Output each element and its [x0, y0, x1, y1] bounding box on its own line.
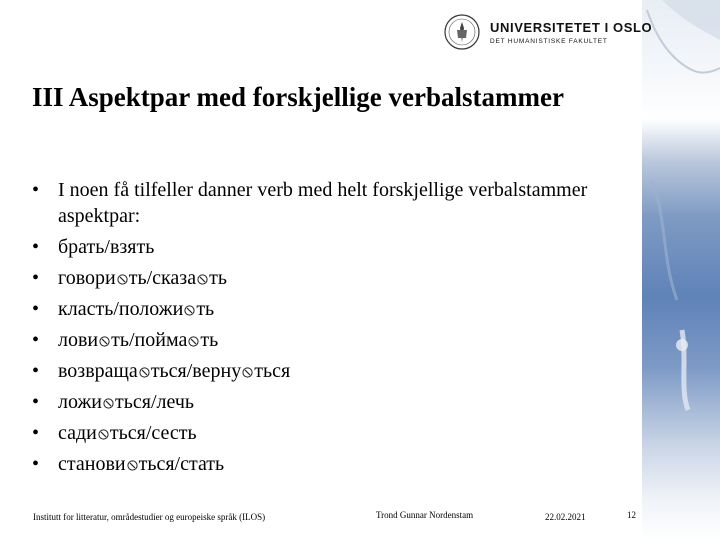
bullet-pair: • брать/взять	[32, 235, 155, 258]
stress-mark-icon	[139, 367, 150, 378]
slide-title: III Aspektpar med forskjellige verbalstammer	[32, 82, 564, 112]
faculty-name: DET HUMANISTISKE FAKULTET	[490, 37, 608, 45]
bullet-intro: • I noen få tilfeller danner verb med helt forskjellige verbalstammer aspektpar:	[32, 179, 588, 227]
stress-mark-icon	[184, 305, 195, 316]
stress-mark-icon	[242, 367, 253, 378]
bullet-list	[32, 178, 632, 483]
stress-mark-icon	[103, 398, 114, 409]
statue-relief-graphic	[642, 0, 720, 540]
footer-date: 22.02.2021	[545, 512, 586, 522]
stress-mark-icon	[98, 429, 109, 440]
bullet-pair: • говори ть/сказа ть	[32, 266, 227, 289]
bullet-pair: • ложи ться/лечь	[32, 390, 195, 413]
bullet-pair: • лови ть/пойма ть	[32, 328, 219, 351]
bullet-pair: • станови ться/стать	[32, 452, 225, 475]
university-seal-icon	[444, 14, 480, 50]
bullet-pair: • класть/положи ть	[32, 297, 215, 320]
footer-page-number: 12	[627, 510, 636, 520]
footer-author: Trond Gunnar Nordenstam	[376, 510, 474, 520]
stress-mark-icon	[127, 460, 138, 471]
stress-mark-icon	[188, 336, 199, 347]
side-decoration-panel	[642, 0, 720, 540]
footer-institute: Institutt for litteratur, områdestudier og europeiske språk (ILOS)	[33, 512, 266, 522]
bullet-pair: • возвраща ться/верну ться	[32, 359, 291, 382]
university-name: UNIVERSITETET I OSLO	[490, 19, 653, 35]
bullet-pair: • сади ться/сесть	[32, 421, 197, 444]
stress-mark-icon	[99, 336, 110, 347]
university-logo	[444, 14, 652, 50]
stress-mark-icon	[197, 274, 208, 285]
stress-mark-icon	[117, 274, 128, 285]
